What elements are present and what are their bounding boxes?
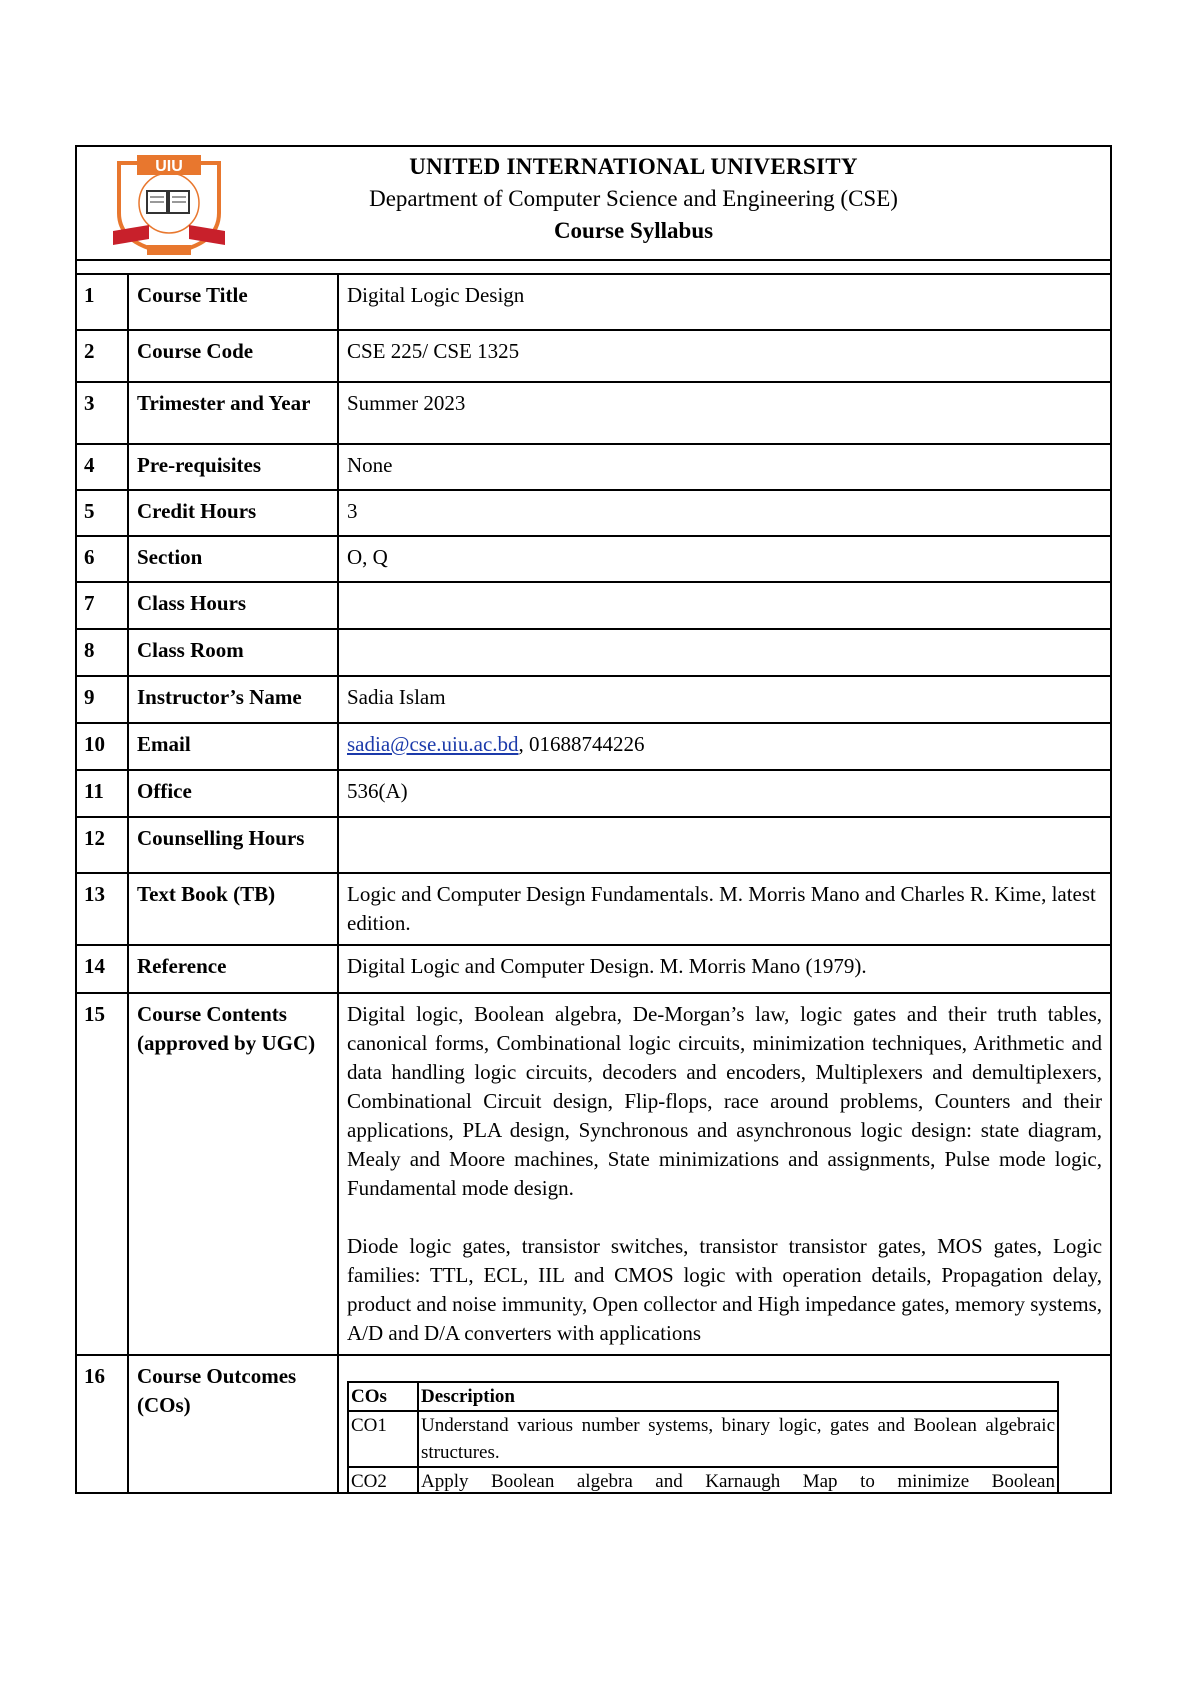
row-value: O, Q	[338, 536, 1111, 582]
row-number: 13	[76, 873, 128, 945]
co-header-row	[348, 1382, 1058, 1411]
co-description: Apply Boolean algebra and Karnaugh Map to minimize Boolean	[418, 1467, 1058, 1492]
row-label: Email	[128, 723, 338, 770]
row-label: Course Title	[128, 274, 338, 330]
row-label: Trimester and Year	[128, 382, 338, 444]
row-value: None	[338, 444, 1111, 490]
header-cell	[76, 146, 1111, 260]
table-row	[76, 873, 1111, 945]
row-label: Instructor’s Name	[128, 676, 338, 723]
row-value: CSE 225/ CSE 1325	[338, 330, 1111, 382]
syllabus-page	[75, 145, 1110, 1494]
document-title: Course Syllabus	[553, 218, 714, 243]
row-label: Section	[128, 536, 338, 582]
svg-text:UIU: UIU	[155, 158, 183, 175]
row-label: Counselling Hours	[128, 817, 338, 873]
co-description: Understand various number systems, binary logic, gates and Boolean algebraic structures.	[418, 1411, 1058, 1467]
row-label: Course Contents (approved by UGC)	[128, 993, 338, 1355]
table-row	[76, 993, 1111, 1355]
table-row	[76, 629, 1111, 676]
co-row	[348, 1467, 1058, 1492]
row-number: 5	[76, 490, 128, 536]
row-number: 10	[76, 723, 128, 770]
university-name: UNITED INTERNATIONAL UNIVERSITY	[409, 154, 858, 179]
description-column-header: Description	[418, 1382, 1058, 1411]
row-value: Sadia Islam	[338, 676, 1111, 723]
department-name: Department of Computer Science and Engineering (CSE)	[369, 186, 898, 211]
table-row	[76, 723, 1111, 770]
row-label: Course Code	[128, 330, 338, 382]
row-value: Summer 2023	[338, 382, 1111, 444]
row-value: 3	[338, 490, 1111, 536]
co-id: CO1	[348, 1411, 418, 1467]
table-row	[76, 1355, 1111, 1493]
row-value	[338, 582, 1111, 629]
row-number: 9	[76, 676, 128, 723]
co-id: CO2	[348, 1467, 418, 1492]
syllabus-table	[75, 145, 1112, 1494]
table-row	[76, 536, 1111, 582]
row-value	[338, 817, 1111, 873]
row-value: 536(A)	[338, 770, 1111, 817]
row-number: 16	[76, 1355, 128, 1493]
row-number: 14	[76, 945, 128, 993]
header-text	[77, 147, 1110, 247]
row-label: Office	[128, 770, 338, 817]
row-number: 3	[76, 382, 128, 444]
header-row	[76, 146, 1111, 260]
course-contents-para-2: Diode logic gates, transistor switches, transistor transistor gates, MOS gates, Logic families: TTL, ECL, IIL and CMOS logic with operation details, Propagation delay, product and noise immunity, Open collector and High impedance gates, memory systems, A/D and D/A converters with applications	[347, 1234, 1103, 1345]
course-contents	[338, 993, 1111, 1355]
spacer-row	[76, 260, 1111, 274]
row-number: 1	[76, 274, 128, 330]
table-row	[76, 490, 1111, 536]
row-value: Digital Logic Design	[338, 274, 1111, 330]
row-value: Digital Logic and Computer Design. M. Morris Mano (1979).	[338, 945, 1111, 993]
row-value: Logic and Computer Design Fundamentals. M. Morris Mano and Charles R. Kime, latest edition.	[338, 873, 1111, 945]
row-number: 8	[76, 629, 128, 676]
course-outcomes-table	[347, 1381, 1059, 1492]
row-number: 7	[76, 582, 128, 629]
table-row	[76, 274, 1111, 330]
email-link[interactable]: sadia@cse.uiu.ac.bd	[347, 732, 519, 756]
row-number: 2	[76, 330, 128, 382]
university-logo	[109, 153, 229, 259]
row-label: Course Outcomes (COs)	[128, 1355, 338, 1493]
table-row	[76, 676, 1111, 723]
row-value	[338, 629, 1111, 676]
phone-number: , 01688744226	[518, 732, 645, 756]
row-label: Text Book (TB)	[128, 873, 338, 945]
co-row	[348, 1411, 1058, 1467]
course-contents-para-1: Digital logic, Boolean algebra, De-Morgan’s law, logic gates and their truth tables, canonical forms, Combinational logic circuits, minimization techniques, Arithmetic and data handling logic circuits, decoders and encoders, Multiplexers and demultiplexers, Combinational Circuit design, Flip-flops, race around problems, Counters and their applications, PLA design, Synchronous and asynchronous logic design: state diagram, Mealy and Moore machines, State minimizations and assignments, Pulse mode logic, Fundamental mode design.	[347, 1002, 1103, 1200]
row-label: Credit Hours	[128, 490, 338, 536]
course-outcomes	[338, 1355, 1111, 1493]
row-number: 4	[76, 444, 128, 490]
table-row	[76, 582, 1111, 629]
row-number: 6	[76, 536, 128, 582]
table-row	[76, 945, 1111, 993]
table-row	[76, 817, 1111, 873]
co-column-header: COs	[348, 1382, 418, 1411]
table-row	[76, 330, 1111, 382]
row-label: Pre-requisites	[128, 444, 338, 490]
row-value	[338, 723, 1111, 770]
row-number: 11	[76, 770, 128, 817]
table-row	[76, 382, 1111, 444]
row-number: 15	[76, 993, 128, 1355]
table-row	[76, 770, 1111, 817]
row-number: 12	[76, 817, 128, 873]
row-label: Reference	[128, 945, 338, 993]
table-row	[76, 444, 1111, 490]
row-label: Class Hours	[128, 582, 338, 629]
row-label: Class Room	[128, 629, 338, 676]
